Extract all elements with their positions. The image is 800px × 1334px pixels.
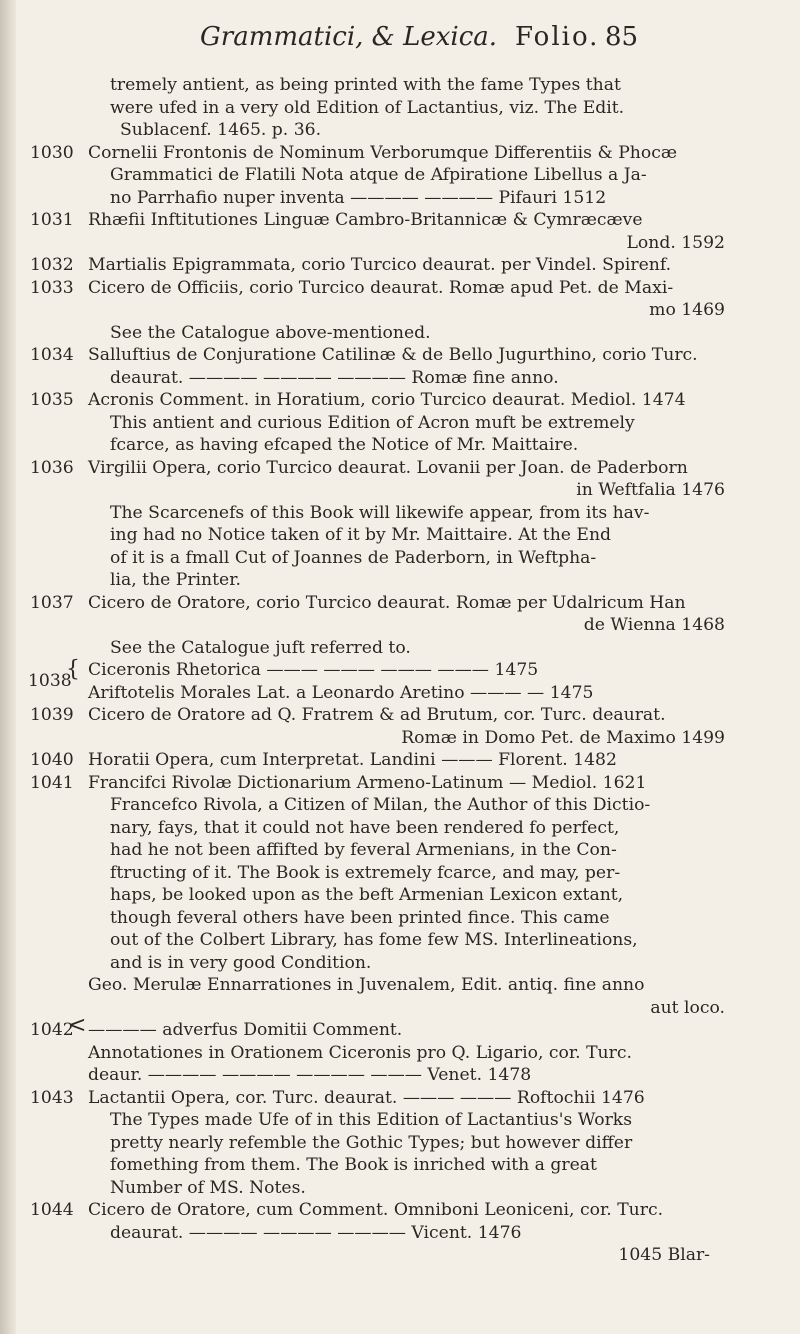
line-text: Lond. 1592 [626, 232, 725, 253]
text-line [0, 569, 800, 592]
text-line [0, 299, 800, 322]
text-line [0, 952, 800, 975]
line-text: tremely antient, as being printed with the fame Types that [110, 75, 621, 95]
text-line [0, 119, 800, 142]
line-text: pretty nearly refemble the Gothic Types; but however differ [110, 1132, 633, 1153]
line-text: Virgilii Opera, corio Turcico deaurat. Lovanii per Joan. de Paderborn [88, 457, 688, 478]
catalogue-text [0, 74, 800, 1267]
entry-number: 1041 [30, 772, 74, 793]
entry-number: 1033 [30, 277, 74, 298]
catalogue-entry [0, 344, 800, 367]
text-line [0, 794, 800, 817]
text-line [0, 682, 800, 705]
text-line [0, 1013, 800, 1042]
text-line [0, 502, 800, 525]
text-line [0, 907, 800, 930]
entry-number: 1044 [30, 1200, 74, 1220]
line-text: The Types made Ufe of in this Edition of Lactantius's Works [110, 1110, 633, 1130]
catalogue-entry [0, 657, 800, 691]
header-format: Folio. [515, 22, 600, 52]
line-text: mo 1469 [649, 300, 725, 320]
line-text: though feveral others have been printed fince. This came [110, 907, 610, 928]
line-text: nary, fays, that it could not have been rendered fo perfect, [110, 817, 620, 838]
page-number: 85 [605, 22, 639, 52]
line-text: out of the Colbert Library, has fome few MS. Interlineations, [110, 930, 638, 950]
entry-number: 1034 [30, 345, 74, 365]
line-text: Annotationes in Orationem Ciceronis pro Q. Ligario, cor. Turc. [88, 1042, 632, 1063]
entry-number: 1043 [30, 1087, 74, 1108]
line-text: ———— adverfus Domitii Comment. [88, 1020, 403, 1040]
line-text: Sublacenf. 1465. p. 36. [120, 120, 322, 140]
line-text: This antient and curious Edition of Acron muft be extremely [110, 412, 635, 433]
text-line [0, 862, 800, 885]
catalogue-entry [0, 704, 800, 727]
catchword: 1045 Blar- [618, 1245, 710, 1265]
line-text: Francifci Rivolæ Dictionarium Armeno-Latinum — Mediol. 1621 [88, 772, 647, 793]
text-line [0, 412, 800, 435]
text-line [0, 367, 800, 390]
line-text: were ufed in a very old Edition of Lactantius, viz. The Edit. [110, 97, 625, 118]
text-line [0, 637, 800, 660]
text-line [0, 97, 800, 120]
line-text: Cicero de Oratore ad Q. Fratrem & ad Brutum, cor. Turc. deaurat. [88, 705, 666, 725]
brace-glyph: < [68, 1013, 87, 1038]
catchword-line [0, 1244, 800, 1267]
line-text: Ciceronis Rhetorica ——— ——— ——— ——— 1475 [88, 660, 539, 680]
line-text: Cornelii Frontonis de Nominum Verborumque Differentiis & Phocæ [88, 142, 677, 163]
line-text: Grammatici de Flatili Nota atque de Afpiratione Libellus a Ja- [110, 165, 647, 185]
line-text: Rhæfii Inftitutiones Linguæ Cambro-Britannicæ & Cymræcæve [88, 210, 643, 230]
text-line [0, 232, 800, 255]
text-line [0, 524, 800, 547]
catalogue-entry [0, 277, 800, 300]
line-text: had he not been affifted by feveral Armenians, in the Con- [110, 840, 617, 860]
text-line [0, 187, 800, 210]
line-text: of it is a fmall Cut of Joannes de Paderborn, in Weftpha- [110, 547, 597, 568]
catalogue-entry [0, 389, 800, 412]
line-text: deaurat. ———— ———— ———— Vicent. 1476 [110, 1222, 522, 1243]
entry-number: 1038 [28, 671, 72, 691]
text-line [0, 997, 800, 1020]
entry-number: 1036 [30, 457, 74, 478]
line-text: Lactantii Opera, cor. Turc. deaurat. ——— ——— Roftochii 1476 [88, 1087, 645, 1108]
line-text: Geo. Merulæ Ennarrationes in Juvenalem, Edit. antiq. fine anno [88, 975, 645, 995]
line-text: Acronis Comment. in Horatium, corio Turcico deaurat. Mediol. 1474 [88, 390, 686, 410]
text-line [0, 547, 800, 570]
text-line [0, 839, 800, 862]
line-text: Salluftius de Conjuratione Catilinæ & de Bello Jugurthino, corio Turc. [88, 345, 698, 365]
line-text: aut loco. [650, 997, 725, 1018]
catalogue-entry [0, 974, 800, 997]
catalogue-entry [0, 142, 800, 165]
text-line [0, 479, 800, 502]
line-text: Martialis Epigrammata, corio Turcico deaurat. per Vindel. Spirenf. [88, 255, 672, 275]
catalogue-entry [0, 254, 800, 277]
line-text: deaurat. ———— ———— ———— Romæ fine anno. [110, 367, 559, 388]
header-title: Grammatici, & Lexica. [200, 22, 498, 52]
text-line [0, 1064, 800, 1087]
line-text: The Scarcenefs of this Book will likewife appear, from its hav- [110, 502, 650, 523]
running-header [200, 22, 640, 52]
text-line [0, 322, 800, 345]
line-text: no Parrhafio nuper inventa ———— ———— Pifauri 1512 [110, 187, 607, 208]
text-line [0, 1042, 800, 1065]
text-line [0, 164, 800, 187]
line-text: Number of MS. Notes. [110, 1177, 306, 1198]
text-line [0, 727, 800, 750]
text-line [0, 884, 800, 907]
line-text: Cicero de Officiis, corio Turcico deaurat. Romæ apud Pet. de Maxi- [88, 277, 674, 298]
text-line [0, 434, 800, 457]
catalogue-entry [0, 1199, 800, 1222]
line-text: Romæ in Domo Pet. de Maximo 1499 [401, 727, 725, 748]
line-text: Cicero de Oratore, cum Comment. Omniboni Leoniceni, cor. Turc. [88, 1200, 664, 1220]
entry-number: 1032 [30, 255, 74, 275]
line-text: Horatii Opera, cum Interpretat. Landini ——— Florent. 1482 [88, 750, 617, 770]
entry-number: 1031 [30, 210, 74, 230]
line-text: fomething from them. The Book is inriched with a great [110, 1155, 597, 1175]
text-line [0, 1109, 800, 1132]
line-text: Cicero de Oratore, corio Turcico deaurat. Romæ per Udalricum Han [88, 592, 686, 613]
line-text: See the Catalogue above-mentioned. [110, 322, 431, 343]
line-text: Ariftotelis Morales Lat. a Leonardo Aretino ——— — 1475 [88, 682, 594, 703]
line-text: Francefco Rivola, a Citizen of Milan, the Author of this Dictio- [110, 795, 651, 815]
line-text: fcarce, as having efcaped the Notice of Mr. Maittaire. [110, 435, 579, 455]
text-line [0, 817, 800, 840]
line-text: and is in very good Condition. [110, 952, 372, 973]
line-text: lia, the Printer. [110, 570, 241, 590]
line-text: ftructing of it. The Book is extremely fcarce, and may, per- [110, 862, 621, 883]
entry-number: 1035 [30, 390, 74, 410]
text-line [0, 74, 800, 97]
text-line [0, 929, 800, 952]
text-line [0, 1177, 800, 1200]
catalogue-entry [0, 209, 800, 232]
catalogue-entry [0, 772, 800, 795]
line-text: in Weftfalia 1476 [576, 480, 725, 500]
catalogue-entry [0, 749, 800, 772]
catalogue-entry [0, 457, 800, 480]
brace-glyph: { [66, 657, 80, 682]
catalogue-entry [0, 592, 800, 615]
catalogue-entry [0, 1087, 800, 1110]
entry-number: 1040 [30, 750, 74, 770]
text-line [0, 614, 800, 637]
entry-number: 1030 [30, 142, 74, 163]
text-line [0, 1222, 800, 1245]
line-text: See the Catalogue juft referred to. [110, 637, 411, 658]
line-text: haps, be looked upon as the beft Armenian Lexicon extant, [110, 885, 624, 905]
line-text: deaur. ———— ———— ———— ——— Venet. 1478 [88, 1065, 532, 1085]
entry-number: 1042 [30, 1020, 74, 1040]
text-line [0, 1154, 800, 1177]
entry-number: 1039 [30, 705, 74, 725]
line-text: ing had no Notice taken of it by Mr. Maittaire. At the End [110, 525, 612, 545]
line-text: de Wienna 1468 [583, 615, 725, 635]
entry-number: 1037 [30, 592, 74, 613]
text-line [0, 1132, 800, 1155]
